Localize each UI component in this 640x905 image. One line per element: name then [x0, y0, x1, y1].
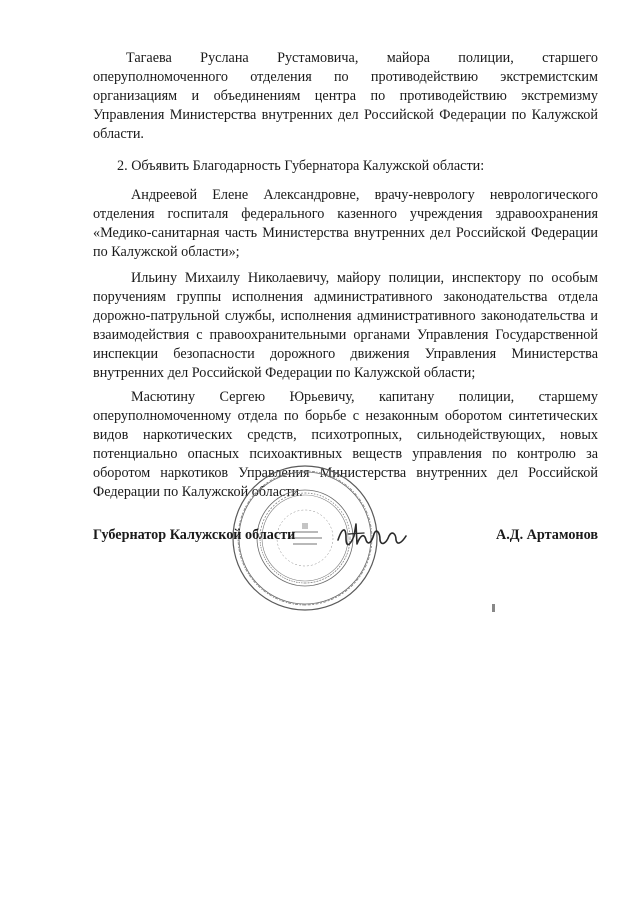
signatory-title: Губернатор Калужской области [93, 527, 296, 543]
paragraph-gratitude-andreeva: Андреевой Елене Александровне, врачу-неврологу неврологического отделения госпиталя федерального казенного учреждения здравоохранения «Медико-санитарная часть Министерства внутренних дел Российской Федерации по Калужской области»; [93, 187, 598, 260]
paragraph-gratitude-heading: 2. Объявить Благодарность Губернатора Калужской области: [117, 158, 485, 174]
paragraph-gratitude-ilyin: Ильину Михаилу Николаевичу, майору полиции, инспектору по особым поручениям группы исполнения административного законодательства отдела дорожно-патрульной службы, исполнения административного законодательства и взаимодействия с правоохранительными органами Управления Государственной инспекции безопасности дорожного движения Управления Министерства внутренних дел Российской Федерации по Калужской области; [93, 270, 598, 381]
paragraph-gratitude-masyutin: Масютину Сергею Юрьевичу, капитану полиции, старшему оперуполномоченному отдела по борьбе с незаконным оборотом синтетических видов наркотических средств, психотропных, сильнодействующих, новых потенциально опасных психоактивных веществ управления по контролю за оборотом наркотиков Управления Министерства внутренних дел Российской Федерации по Калужской области. [93, 389, 598, 500]
signature-block [93, 527, 598, 549]
signatory-name: А.Д. Артамонов [496, 527, 598, 543]
paragraph-award-tagaev: Тагаева Руслана Рустамовича, майора полиции, старшего оперуполномоченного отделения по противодействию экстремистским организациям и объединениям центра по противодействию экстремизму Управления Министерства внутренних дел Российской Федерации по Калужской области. [93, 50, 598, 142]
margin-mark [492, 604, 495, 612]
